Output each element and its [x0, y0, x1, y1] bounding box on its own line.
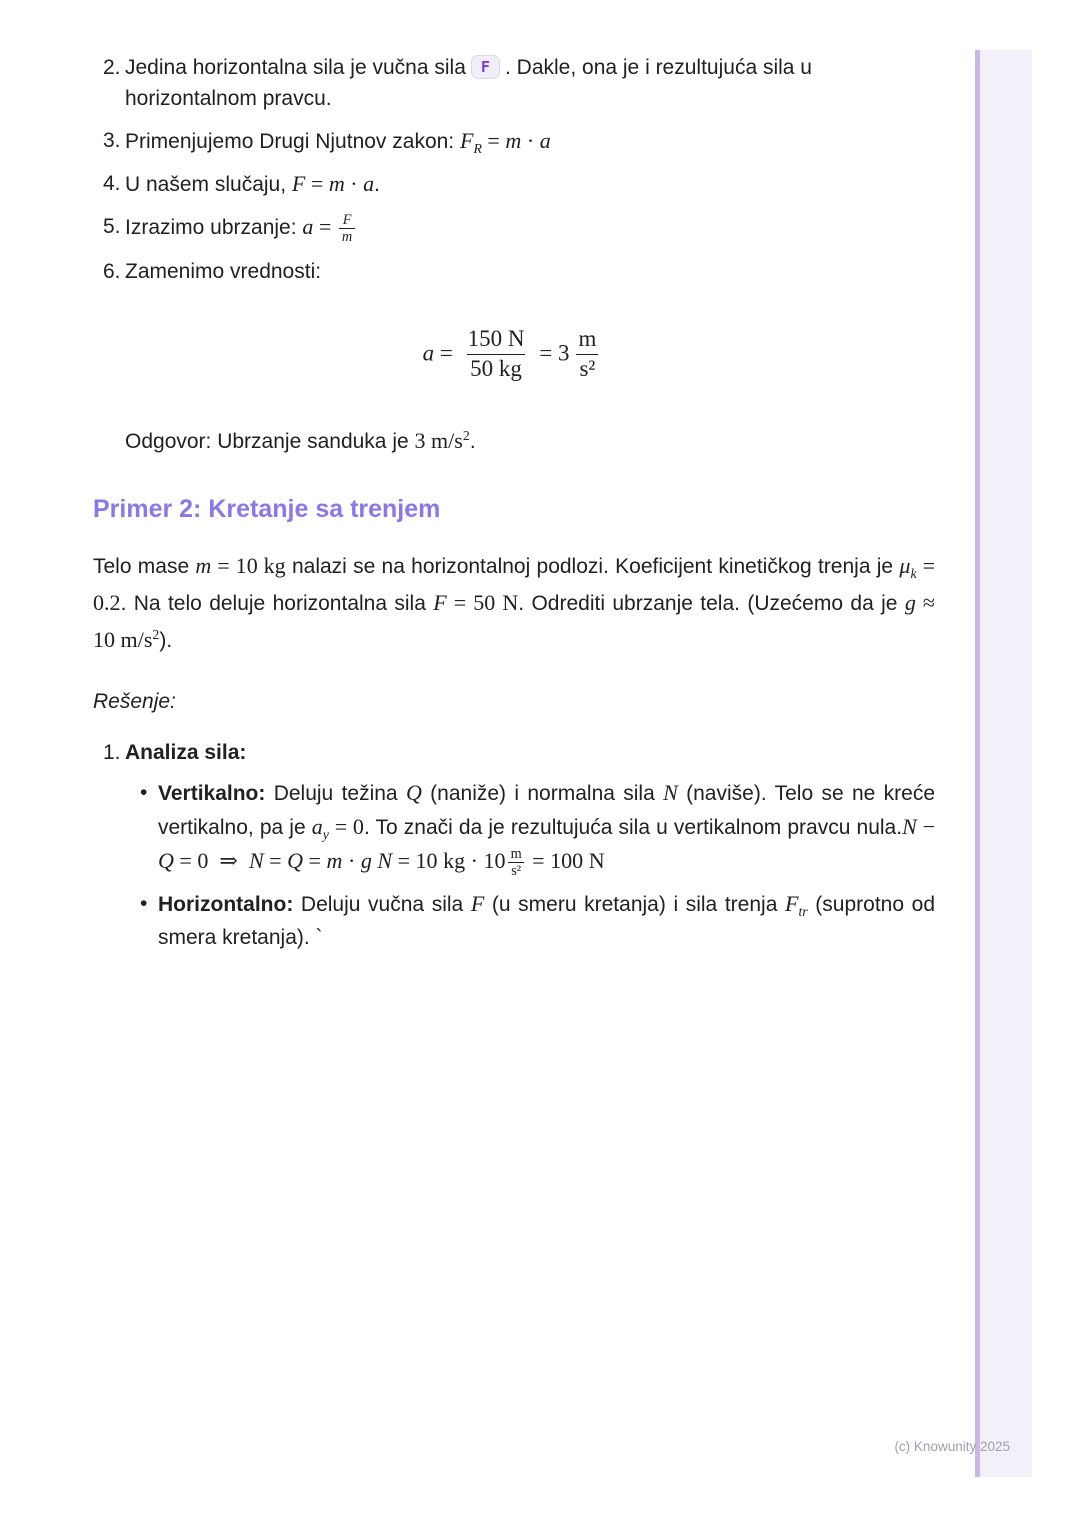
bold-text-segment: Horizontalno:: [158, 892, 294, 916]
math-variable: a: [539, 128, 551, 153]
math-variable: m: [326, 847, 343, 873]
fraction-numerator: m: [510, 845, 522, 862]
math-roman: 3 m/s: [414, 427, 463, 453]
math-roman: ·: [342, 847, 361, 873]
math-roman: = 3: [533, 340, 570, 366]
text-segment: nalazi se na horizontalnoj podlozi. Koeficijent kinetičkog trenja je: [285, 554, 900, 578]
text-segment: (naniže) i normalna sila: [421, 781, 664, 805]
math-variable: m: [505, 128, 522, 153]
math-variable: m: [328, 171, 345, 196]
step-text: [125, 168, 935, 200]
math-roman: −: [916, 813, 935, 839]
math-roman: = 0 ⇒: [173, 847, 249, 873]
analysis-title: Analiza sila:: [125, 740, 247, 764]
force-analysis-list: [93, 776, 935, 954]
fraction-numerator: m: [578, 325, 597, 351]
bullet-text: [158, 887, 935, 954]
fraction-denominator: s²: [508, 862, 524, 879]
math-subscript: tr: [798, 904, 808, 920]
text-segment: Primenjujemo Drugi Njutnov zakon:: [125, 130, 460, 153]
fraction-denominator: m: [339, 228, 355, 245]
bullet-vertical: [140, 776, 935, 879]
math-variable: Q: [405, 779, 422, 805]
step-text: [125, 211, 935, 245]
text-segment: U našem slučaju,: [125, 173, 292, 196]
text-segment: (suprotno od smera kretanja). `: [158, 892, 935, 949]
math-roman: = 50 N: [446, 589, 519, 615]
step-item-4: [103, 168, 935, 200]
list-number: 6.: [103, 259, 121, 283]
bullet-text: [158, 776, 935, 879]
list-number: 4.: [103, 172, 121, 195]
text-segment: .: [469, 429, 476, 453]
math-roman: =: [303, 847, 327, 873]
math-fraction: [465, 325, 528, 384]
math-variable: N: [902, 813, 917, 839]
bullet-icon: •: [140, 780, 148, 804]
math-roman: = 100 N: [526, 847, 605, 873]
math-variable: F: [784, 890, 799, 916]
fraction-denominator: 50 kg: [467, 354, 525, 384]
text-segment: Deluju vučna sila: [293, 892, 471, 916]
list-number: 1.: [103, 740, 121, 764]
math-subscript: y: [322, 827, 329, 843]
text-segment: . Odrediti ubrzanje tela. (Uzećemo da je: [518, 591, 905, 615]
text-segment: Zamenimo vrednosti:: [125, 259, 322, 283]
math-variable: N: [377, 847, 393, 873]
step-text: [125, 125, 935, 157]
bullet-horizontal: [140, 887, 935, 954]
math-roman: ·: [521, 128, 540, 153]
math-variable: F: [291, 171, 306, 196]
text-segment: Deluju težina: [265, 781, 406, 805]
math-subscript: k: [910, 566, 917, 582]
answer-text: [125, 425, 935, 457]
math-variable: Q: [287, 847, 304, 873]
text-segment: ).: [159, 628, 173, 652]
math-fraction: [339, 212, 355, 245]
analysis-section: [93, 737, 935, 954]
math-roman: = 10 kg · 10: [392, 847, 506, 873]
bullet-icon: •: [140, 891, 148, 915]
step-text: [125, 256, 935, 287]
math-variable: a: [422, 340, 435, 366]
math-roman: =: [305, 171, 329, 196]
bold-text-segment: Vertikalno:: [158, 781, 266, 805]
text-segment: Izrazimo ubrzanje:: [125, 216, 303, 239]
math-roman: ≈ 10 m/s: [93, 589, 936, 652]
math-superscript: 2: [152, 626, 160, 642]
inline-code-badge: F: [471, 55, 500, 79]
text-segment: .: [374, 173, 381, 196]
acceleration-equation-display: [93, 325, 935, 385]
text-segment: Odgovor: Ubrzanje sanduka je: [125, 429, 415, 453]
math-roman: ·: [344, 171, 364, 196]
text-segment: . Na telo deluje horizontalna sila: [120, 591, 434, 615]
math-variable: F: [470, 890, 485, 916]
math-variable: Q: [158, 847, 174, 873]
list-number: 3.: [103, 129, 121, 152]
math-variable: g: [360, 847, 372, 873]
fraction-numerator: F: [342, 211, 352, 228]
math-subscript: R: [473, 141, 482, 157]
analysis-heading-row: [93, 737, 935, 768]
math-variable: N: [663, 779, 678, 805]
solution-label: Rešenje:: [93, 689, 176, 713]
math-variable: a: [311, 813, 323, 839]
text-segment: . Dakle, ona je i rezultujuća sila u horizontalnom pravcu.: [125, 56, 812, 110]
copyright-footer: (c) Knowunity 2025: [894, 1439, 1010, 1454]
text-segment: Telo mase: [93, 554, 196, 578]
math-variable: F: [459, 128, 474, 153]
solution-steps-list: [93, 52, 935, 287]
math-variable: g: [904, 589, 916, 615]
math-fraction: [508, 846, 525, 879]
fraction-numerator: 150 N: [467, 325, 525, 351]
math-superscript: 2: [462, 427, 470, 443]
step-item-3: [103, 125, 935, 157]
step-item-6: [103, 256, 935, 287]
list-number: 5.: [103, 215, 121, 238]
list-number: 2.: [103, 56, 121, 79]
step-item-5: [103, 211, 935, 245]
text-segment: Jedina horizontalna sila je vučna sila: [125, 56, 466, 79]
math-roman: =: [263, 847, 288, 873]
math-variable: μ: [899, 552, 911, 578]
step-item-2: [103, 52, 935, 114]
math-roman: = 0: [328, 813, 364, 839]
math-variable: m: [195, 552, 212, 578]
text-segment: (naviše). Telo se ne kreće vertikalno, pa je: [158, 781, 936, 839]
math-variable: a: [302, 214, 314, 239]
math-roman: =: [481, 128, 506, 153]
math-variable: F: [433, 589, 447, 615]
math-roman: = 0.2: [93, 552, 936, 615]
math-fraction: [575, 325, 599, 384]
problem-statement: [93, 548, 935, 659]
text-segment: . To znači da je rezultujuća sila u vertikalnom pravcu nula.: [363, 815, 903, 839]
math-roman: =: [313, 214, 337, 239]
scrollbar-track[interactable]: [975, 50, 1032, 1477]
step-text: [125, 52, 935, 114]
text-segment: (u smeru kretanja) i sila trenja: [484, 892, 785, 916]
math-variable: N: [248, 847, 264, 873]
section-heading-primer-2: Primer 2: Kretanje sa trenjem: [93, 494, 441, 523]
math-roman: =: [434, 340, 459, 366]
fraction-denominator: s²: [576, 354, 598, 384]
math-roman: = 10 kg: [211, 552, 286, 578]
math-variable: a: [363, 171, 375, 196]
